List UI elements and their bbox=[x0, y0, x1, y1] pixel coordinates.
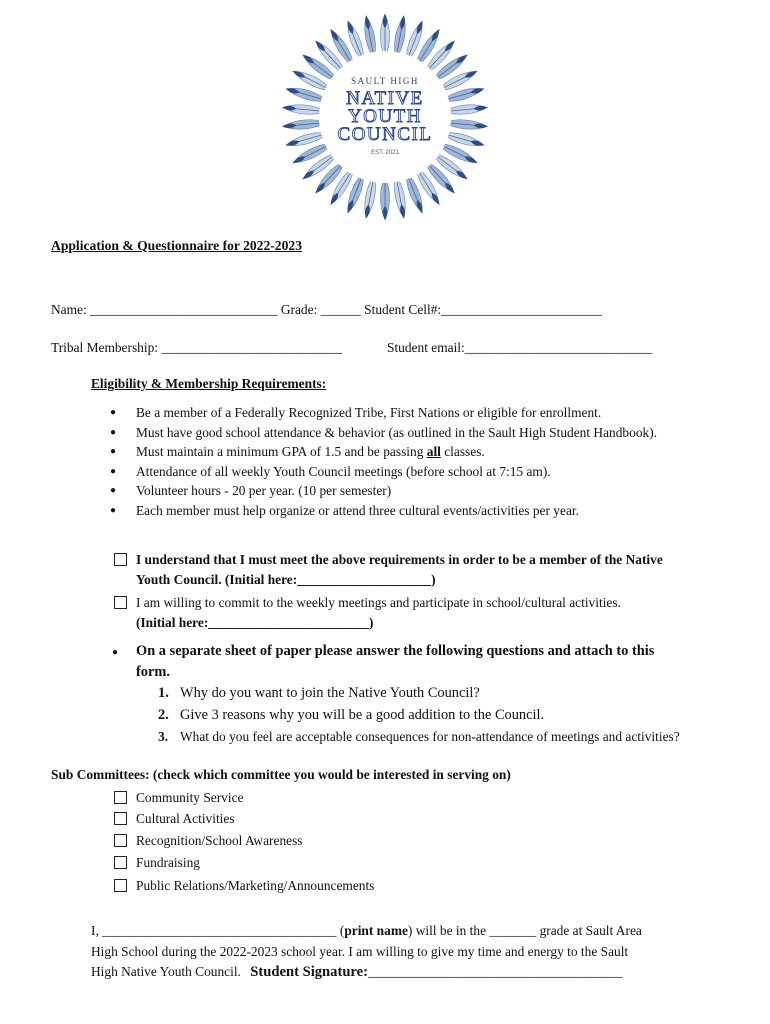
understand-text: I understand that I must meet the above requirements in order to be a member of the Native Youth Council. (Initial here:____________________) bbox=[136, 552, 663, 587]
subcommittee-checkbox[interactable] bbox=[114, 791, 127, 804]
list-item: ● Each member must help organize or attend three cultural events/activities per year. bbox=[110, 501, 676, 521]
understand-checkbox[interactable] bbox=[114, 553, 127, 566]
subcommittee-checkbox[interactable] bbox=[114, 856, 127, 869]
list-item: ● Must have good school attendance & behavior (as outlined in the Sault High Student Handbook). bbox=[110, 423, 676, 443]
student-email-field[interactable]: Student email:____________________________ bbox=[387, 340, 653, 355]
questions-instruction: ● On a separate sheet of paper please answer the following questions and attach to this form. bbox=[112, 643, 655, 680]
commit-text: I am willing to commit to the weekly meetings and participate in school/cultural activities. (Initial here:________________________) bbox=[136, 595, 621, 630]
list-item: ● Volunteer hours - 20 per year. (10 per semester) bbox=[110, 481, 676, 501]
page-title: Application & Questionnaire for 2022-2023 bbox=[51, 238, 302, 253]
subcommittee-checkbox[interactable] bbox=[114, 834, 127, 847]
list-item: ● Attendance of all weekly Youth Council meetings (before school at 7:15 am). bbox=[110, 462, 676, 482]
list-item: ● Be a member of a Federally Recognized Tribe, First Nations or eligible for enrollment. bbox=[110, 403, 676, 423]
subcommittee-label: Community Service bbox=[136, 790, 244, 805]
logo-est: EST. 2021 bbox=[371, 150, 399, 156]
logo-line-youth: YOUTH bbox=[348, 106, 422, 127]
tribal-membership-field[interactable]: Tribal Membership: ___________________________ bbox=[51, 340, 343, 355]
native-youth-council-logo bbox=[274, 6, 496, 228]
subcommittees-heading: Sub Committees: (check which committee you would be interested in serving on) bbox=[51, 767, 511, 782]
subcommittee-label: Cultural Activities bbox=[136, 811, 235, 826]
signature-label: Student Signature: bbox=[250, 964, 368, 980]
subcommittee-checkbox[interactable] bbox=[114, 879, 127, 892]
list-item: ● Must maintain a minimum GPA of 1.5 and be passing all classes. bbox=[110, 442, 676, 462]
commit-checkbox[interactable] bbox=[114, 596, 127, 609]
logo-line-native: NATIVE bbox=[346, 88, 424, 109]
name-grade-cell-fields[interactable]: Name: ____________________________ Grade: ______ Student Cell#:________________________ bbox=[51, 302, 602, 317]
logo-line-council: COUNCIL bbox=[337, 124, 433, 145]
subcommittee-label: Recognition/School Awareness bbox=[136, 833, 303, 848]
subcommittee-label: Public Relations/Marketing/Announcements bbox=[136, 878, 375, 893]
subcommittee-checkbox[interactable] bbox=[114, 812, 127, 825]
eligibility-list bbox=[110, 403, 676, 520]
subcommittee-label: Fundraising bbox=[136, 855, 200, 870]
closing-statement: I, ___________________________________ (print name) will be in the _______ grade at Sault Area High School during the 2022-2023 school year. I am willing to give my time and energy to the Sault High Native Youth Council. Student Signature:______________________________________ bbox=[91, 923, 642, 980]
eligibility-heading: Eligibility & Membership Requirements: bbox=[91, 376, 327, 391]
signature-line[interactable]: ______________________________________ bbox=[368, 964, 623, 979]
logo-school-name: SAULT HIGH bbox=[351, 76, 419, 86]
